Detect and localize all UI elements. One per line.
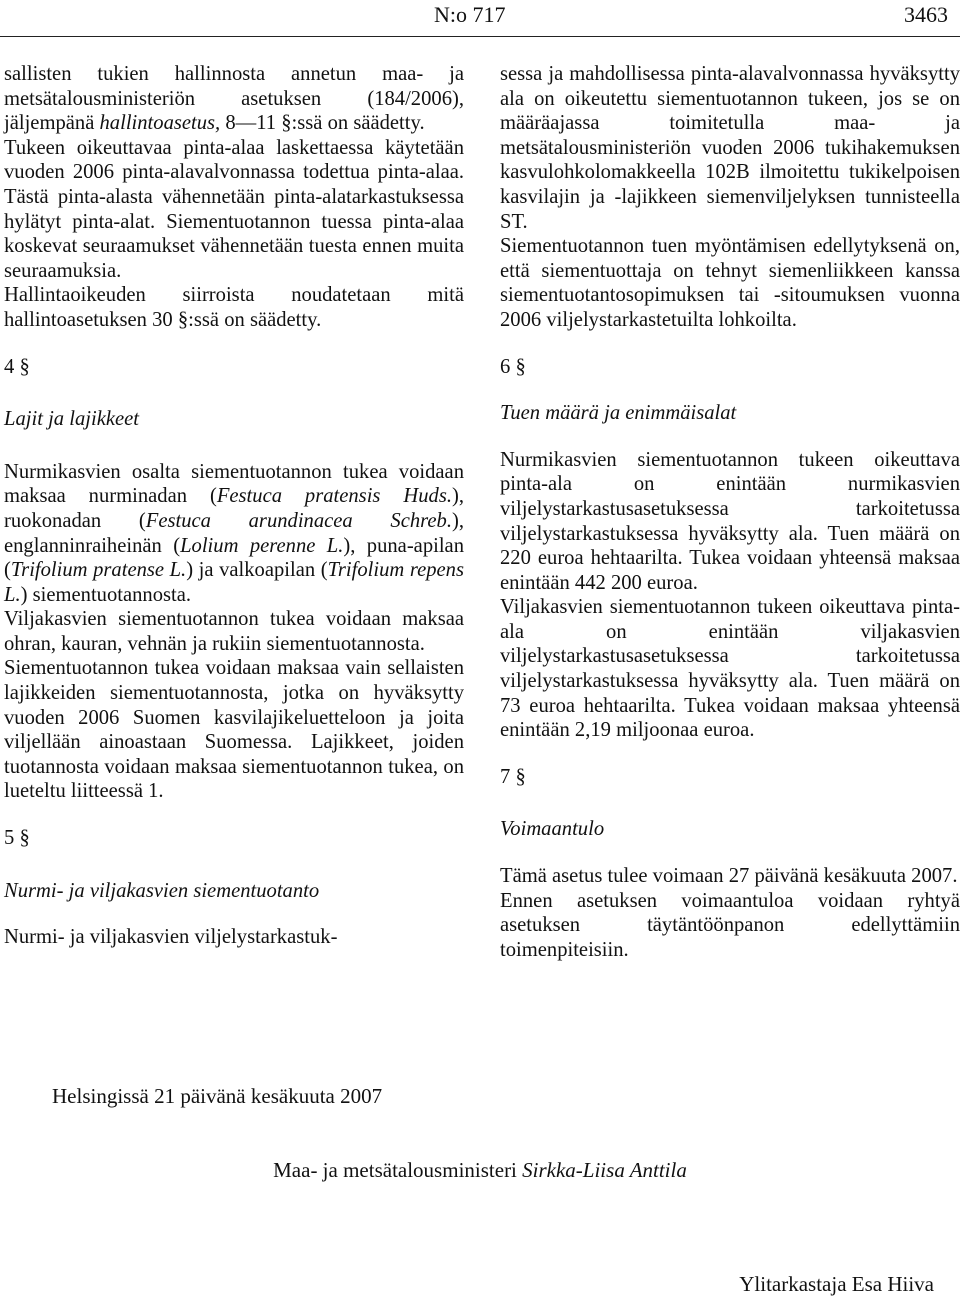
- italic-term: hallintoasetus,: [99, 112, 221, 135]
- paragraph: Nurmikasvien siementuotannon tukeen oikeuttava pinta-ala on enintään nurmikasvien viljelystarkastusasetuksessa tarkoitetussa viljelystarkastuksessa hyväksytty ala. Tuen määrä on 220 euroa hehtaarilta. Tukea voidaan yhteensä maksaa enintään 442 200 euroa.: [500, 448, 960, 594]
- left-column: [4, 62, 464, 950]
- species-name: Festuca pratensis Huds.: [216, 485, 452, 508]
- paragraph: Siementuotannon tuen myöntämisen edellytyksenä on, että siementuottaja on tehnyt siemenliikkeen kanssa siementuotantosopimuksen tai -sitoumuksen vuonna 2006 viljelystarkastetuilta lohkoilta.: [500, 235, 960, 331]
- paragraph: Tämä asetus tulee voimaan 27 päivänä kesäkuuta 2007.: [500, 865, 958, 888]
- minister-title: Maa- ja metsätalousministeri: [273, 1158, 517, 1182]
- signing-date: Helsingissä 21 päivänä kesäkuuta 2007: [52, 1084, 383, 1108]
- text-span: 8—11 §:ssä on säädetty.: [225, 112, 425, 135]
- section-title: Voimaantulo: [500, 818, 605, 841]
- paragraph: [4, 460, 464, 608]
- species-name: Trifolium pratense L.: [10, 559, 187, 582]
- paragraph: [4, 62, 464, 136]
- text-span: ) ja valkoapilan (: [186, 559, 328, 582]
- text-span: ) siementuotannosta.: [20, 583, 192, 606]
- text-span: ), englanninraiheinän (: [4, 509, 464, 557]
- section-heading: 7 §: [500, 765, 526, 788]
- header-rule: [0, 36, 960, 37]
- right-column: [500, 62, 960, 962]
- statute-number: N:o 717: [434, 2, 506, 27]
- paragraph: sessa ja mahdollisessa pinta-alavalvonnassa hyväksytty ala on oikeutettu siementuotannon tukeen, jos se on määräajassa toimitetulla maa- ja metsätalousministeriön vuoden 2006 tukihakemuksen kasvulohkolomakkeella 102B ilmoitettu tukikelpoisen kasvilajin ja -lajikkeen siemenviljelyksen tunnisteella ST.: [500, 63, 960, 233]
- species-name: Festuca arundinacea Schreb.: [145, 509, 452, 532]
- paragraph: Viljakasvien siementuotannon tukea voidaan maksaa ohran, kauran, vehnän ja rukiin siementuotannosta.: [4, 608, 464, 655]
- paragraph: Nurmi- ja viljakasvien viljelystarkastuk-: [4, 926, 338, 949]
- text-span: Nurmikasvien osalta siementuotannon tukea voidaan maksaa nurminadan (: [4, 460, 464, 508]
- section-heading: 4 §: [4, 355, 30, 378]
- paragraph: Tukeen oikeuttavaa pinta-alaa laskettaessa käytetään vuoden 2006 pinta-alavalvonnassa todettua pinta-alaa. Tästä pinta-alasta vähennetään pinta-alatarkastuksessa hylätyt pinta-alat. Siementuotannon tuessa pinta-alaa koskevat seuraamukset vähennetään tuesta ennen muita seuraamuksia.: [4, 136, 464, 282]
- paragraph: Viljakasvien siementuotannon tukeen oikeuttava pinta-ala on enintään viljakasvien viljelystarkastusasetuksessa tarkoitetussa viljelystarkastuksessa hyväksytty ala. Tuen määrä on 73 euroa hehtaarilta. Tukea voidaan maksaa yhteensä enintään 2,19 miljoonaa euroa.: [500, 596, 960, 742]
- text-span: sallisten tukien hallinnosta annetun maa- ja metsätalousministeriön asetuksen (184/2006), jäljempänä: [4, 63, 464, 135]
- page-header: [0, 0, 960, 40]
- species-name: Lolium perenne L.: [180, 534, 344, 557]
- text-span: ), puna-apilan (: [4, 534, 464, 582]
- species-name: Trifolium repens L.: [4, 559, 464, 606]
- section-title: Lajit ja lajikkeet: [4, 408, 139, 431]
- section-heading: 6 §: [500, 355, 526, 378]
- text-span: ), ruokonadan (: [4, 485, 464, 532]
- minister-name: Sirkka-Liisa Anttila: [522, 1158, 687, 1182]
- minister-signature: [0, 1158, 960, 1183]
- section-title: Nurmi- ja viljakasvien siementuotanto: [4, 879, 320, 902]
- section-heading: 5 §: [4, 827, 30, 850]
- section-title: Tuen määrä ja enimmäisalat: [500, 402, 737, 425]
- inspector-signature: Ylitarkastaja Esa Hiiva: [739, 1272, 934, 1296]
- paragraph: Ennen asetuksen voimaantuloa voidaan ryhtyä asetuksen täytäntöönpanon edellyttämiin toimenpiteisiin.: [500, 889, 960, 961]
- page-number: 3463: [904, 2, 948, 27]
- paragraph: Siementuotannon tukea voidaan maksaa vain sellaisten lajikkeiden siementuotannosta, jotka on hyväksytty vuoden 2006 Suomen kasvilajikeluetteloon ja joita viljellään ainoastaan Suomessa. Lajikkeet, joiden tuotannosta voidaan maksaa siementuotannon tukea, on lueteltu liitteessä 1.: [4, 657, 464, 803]
- paragraph: Hallintaoikeuden siirroista noudatetaan mitä hallintoasetuksen 30 §:ssä on säädetty.: [4, 284, 464, 331]
